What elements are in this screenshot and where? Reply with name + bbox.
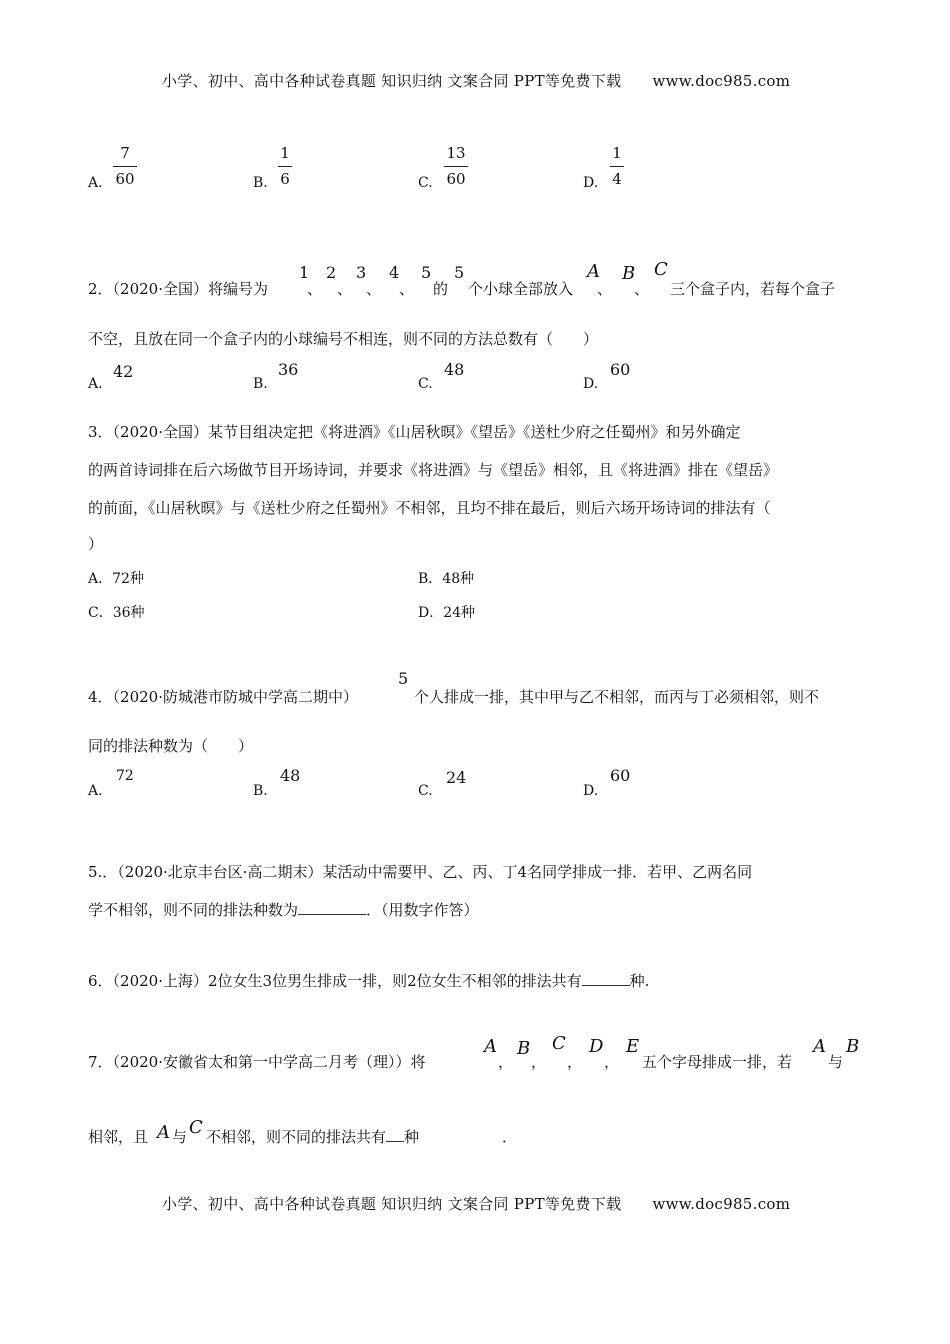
denominator: 60: [446, 170, 466, 188]
denominator: 6: [280, 170, 290, 188]
q6-end: 种.: [629, 972, 650, 990]
q4-prefix: 4．（2020·防城港市防城中学高二期中）: [88, 688, 358, 706]
q1-option-b-fraction: [278, 144, 292, 188]
q7-letter-e: E: [626, 1036, 640, 1057]
q2-num-4: 4: [389, 263, 400, 282]
q2-option-a-value: 42: [113, 362, 134, 381]
q7-a1: A: [813, 1036, 826, 1057]
q4-count: 5: [398, 669, 409, 688]
q6-text: 6．（2020·上海）2位女生3位男生排成一排，则2位女生不相邻的排法共有: [88, 972, 582, 990]
q2-option-c-value: 48: [444, 360, 465, 379]
q6-answer-blank: [582, 970, 630, 986]
q7-c2: C: [189, 1117, 203, 1138]
page-footer: [162, 1193, 790, 1214]
q4-option-b-label: B.: [253, 783, 268, 799]
question-6: [88, 970, 649, 991]
q7-a2: A: [157, 1122, 170, 1143]
q1-option-c-label: C.: [418, 175, 433, 191]
q4-option-d-value: 60: [610, 766, 631, 785]
q5-line-1: 5.．（2020·北京丰台区·高二期末）某活动中需要甲、乙、丙、丁4名同学排成一排．若甲、乙两名同: [88, 863, 753, 881]
numerator: 1: [612, 144, 622, 162]
q5-line-2-end: ．（用数字作答）: [366, 901, 479, 919]
denominator: 60: [115, 170, 135, 188]
q2-num-5: 5: [421, 263, 432, 282]
q5-line-2-start: 学不相邻，则不同的排法种数为: [88, 901, 299, 919]
q3-line-2: 的两首诗词排在后六场做节目开场诗词，并要求《将进酒》与《望岳》相邻，且《将进酒》排在《望岳》: [88, 461, 779, 479]
q4-option-d-label: D.: [583, 783, 599, 799]
q1-option-a-label: A.: [88, 175, 103, 191]
q7-comma-4: ，: [604, 1053, 620, 1071]
q4-option-c-label: C.: [418, 783, 433, 799]
q2-sep-5: 、: [597, 280, 613, 298]
q2-option-c-label: C.: [418, 376, 433, 392]
q5-answer-blank: [298, 899, 366, 915]
q7-line-2-text: 不相邻，则不同的排法共有: [206, 1128, 387, 1146]
q7-line-2-start: 相邻，且: [88, 1128, 149, 1146]
q4-option-a-label: A.: [88, 783, 103, 799]
q2-box-c: C: [654, 259, 668, 280]
q2-prefix: 2．（2020·全国）将编号为: [88, 280, 268, 298]
q3-line-4: ）: [88, 535, 104, 553]
q2-count: 5: [454, 263, 465, 282]
footer-url: www.doc985.com: [652, 1195, 791, 1213]
q2-sep-2: 、: [337, 280, 353, 298]
q7-comma-2: ，: [531, 1053, 547, 1071]
q2-num-2: 2: [326, 263, 337, 282]
q2-option-d-value: 60: [610, 360, 631, 379]
q4-option-b-value: 48: [280, 766, 301, 785]
q3-option-a: A．72种: [88, 571, 144, 587]
q1-option-a-fraction: [113, 144, 137, 188]
q3-option-b: B．48种: [418, 571, 475, 587]
header-text: 小学、初中、高中各种试卷真题 知识归纳 文案合同 PPT等免费下载: [162, 72, 622, 90]
q7-letter-d: D: [589, 1036, 604, 1057]
q2-suffix: 三个盒子内，若每个盒子: [670, 280, 836, 298]
q7-comma-3: ，: [567, 1053, 583, 1071]
q4-option-a-value: 72: [116, 768, 134, 784]
q3-option-c: C．36种: [88, 605, 145, 621]
q7-letter-c: C: [552, 1033, 566, 1054]
q7-yu2: 与: [172, 1128, 188, 1146]
footer-text: 小学、初中、高中各种试卷真题 知识归纳 文案合同 PPT等免费下载: [162, 1195, 622, 1213]
q1-option-d-label: D.: [583, 175, 599, 191]
numerator: 7: [120, 144, 130, 162]
q2-option-b-value: 36: [278, 360, 299, 379]
q1-option-c-fraction: [444, 144, 468, 188]
q4-line-2: 同的排法种数为（ ）: [88, 737, 254, 755]
q7-comma-1: ，: [498, 1053, 514, 1071]
q3-line-1: 3．（2020·全国）某节目组决定把《将进酒》《山居秋暝》《望岳》《送杜少府之任蜀州》和另外确定: [88, 423, 741, 441]
denominator: 4: [612, 170, 622, 188]
q7-mid: 五个字母排成一排，若: [642, 1053, 793, 1071]
q2-option-d-label: D.: [583, 376, 599, 392]
q1-option-b-label: B.: [253, 175, 268, 191]
q7-letter-a: A: [484, 1036, 497, 1057]
q2-sep-4: 、: [399, 280, 415, 298]
q7-letter-b: B: [517, 1038, 531, 1059]
q7-b1: B: [846, 1036, 860, 1057]
q7-line-2-rest: [206, 1126, 419, 1147]
q2-de: 的: [433, 280, 449, 298]
numerator: 13: [446, 144, 466, 162]
q2-num-1: 1: [299, 263, 310, 282]
numerator: 1: [280, 144, 290, 162]
q3-line-3: 的前面，《山居秋暝》与《送杜少府之任蜀州》不相邻，且均不排在最后，则后六场开场诗词的排法有（: [88, 499, 771, 517]
page-header: [162, 70, 790, 91]
q5-line-2: [88, 899, 479, 920]
q7-yu: 与: [828, 1053, 844, 1071]
q2-box-a: A: [587, 261, 600, 282]
q2-line-2: 不空，且放在同一个盒子内的小球编号不相连，则不同的方法总数有（ ）: [88, 330, 599, 348]
q7-answer-blank: [386, 1126, 404, 1142]
q2-sep-6: 、: [634, 280, 650, 298]
q2-num-3: 3: [356, 263, 367, 282]
q4-suffix: 个人排成一排，其中甲与乙不相邻，而丙与丁必须相邻，则不: [414, 688, 820, 706]
q7-line-2-end: ．: [502, 1128, 518, 1146]
q2-box-b: B: [622, 263, 636, 284]
q3-option-d: D．24种: [418, 605, 476, 621]
q2-sep-3: 、: [366, 280, 382, 298]
q2-mid: 个小球全部放入: [468, 280, 574, 298]
q7-line-2-unit: 种: [404, 1128, 420, 1146]
q4-option-c-value: 24: [446, 768, 467, 787]
q2-sep-1: 、: [307, 280, 323, 298]
q2-option-b-label: B.: [253, 376, 268, 392]
q7-prefix: 7．（2020·安徽省太和第一中学高二月考（理））将: [88, 1053, 426, 1071]
q2-option-a-label: A.: [88, 376, 103, 392]
header-url: www.doc985.com: [652, 72, 791, 90]
q1-option-d-fraction: [610, 144, 624, 188]
